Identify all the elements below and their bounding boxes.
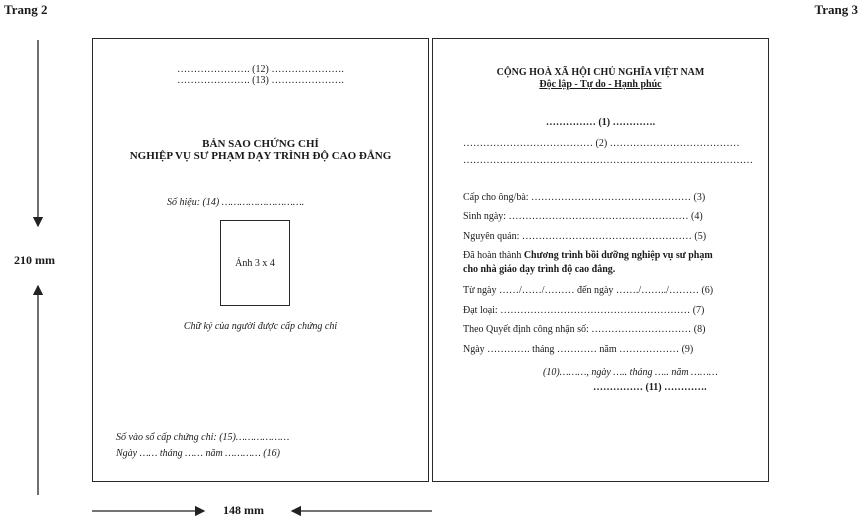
grade-field: Đạt loại: ………………………………………………… (7) bbox=[463, 305, 705, 316]
page-3 bbox=[432, 38, 769, 482]
holder-signature-label: Chữ ký của người được cấp chứng chỉ bbox=[183, 321, 338, 332]
field-2: ………………………………… (2) ………………………………… bbox=[463, 138, 740, 149]
program-name: Chương trình bồi dưỡng nghiệp vụ sư phạm bbox=[523, 250, 713, 261]
decision-number-field: Theo Quyết định công nhận số: ………………………… (8) bbox=[463, 324, 706, 335]
date-range-field: Từ ngày ……/……/……… đến ngày ……./……../……… (6) bbox=[463, 285, 714, 296]
program-name-continued: cho nhà giáo dạy trình độ cao đẳng. bbox=[463, 264, 616, 275]
field-12: …………………. (12) …………………. bbox=[177, 64, 344, 75]
serial-number-field: Số hiệu: (14) ………………………. bbox=[167, 197, 305, 208]
completion-prefix: Đã hoàn thành bbox=[463, 250, 524, 261]
national-title: CỘNG HOÀ XÃ HỘI CHỦ NGHĨA VIỆT NAM bbox=[496, 67, 705, 78]
width-dimension-label: 148 mm bbox=[223, 503, 264, 517]
field-13: …………………. (13) …………………. bbox=[177, 75, 344, 86]
field-11: …………… (11) …………. bbox=[593, 382, 707, 393]
hometown-field: Nguyên quán: …………………………………………… (5) bbox=[463, 231, 707, 242]
photo-label: Ảnh 3 x 4 bbox=[235, 258, 275, 269]
certificate-title-line1: BẢN SAO CHỨNG CHỈ bbox=[202, 138, 319, 150]
field-2-continued: …………………………………………………………………………… bbox=[463, 155, 753, 166]
photo-box bbox=[220, 220, 290, 306]
field-1: …………… (1) …………. bbox=[545, 117, 656, 128]
certificate-title-line2: NGHIỆP VỤ SƯ PHẠM DẠY TRÌNH ĐỘ CAO ĐẲNG bbox=[129, 150, 392, 162]
height-dimension-label: 210 mm bbox=[14, 253, 55, 267]
page-number-left: Trang 2 bbox=[4, 2, 48, 17]
decision-date-field: Ngày …………. tháng ………… năm ……………… (9) bbox=[463, 344, 694, 355]
register-number-field: Số vào sổ cấp chứng chỉ: (15)……………… bbox=[116, 432, 290, 443]
page-number-right: Trang 3 bbox=[814, 2, 858, 17]
field-10: (10)………, ngày ….. tháng ….. năm ……… bbox=[543, 367, 718, 378]
recipient-name-field: Cấp cho ông/bà: ………………………………………… (3) bbox=[463, 192, 706, 203]
national-motto: Độc lập - Tự do - Hạnh phúc bbox=[539, 79, 662, 90]
register-date-field: Ngày …… tháng …… năm ………… (16) bbox=[116, 448, 280, 459]
completion-statement bbox=[463, 250, 713, 261]
birth-date-field: Sinh ngày: ……………………………………………… (4) bbox=[463, 211, 703, 222]
page-2 bbox=[92, 38, 429, 482]
